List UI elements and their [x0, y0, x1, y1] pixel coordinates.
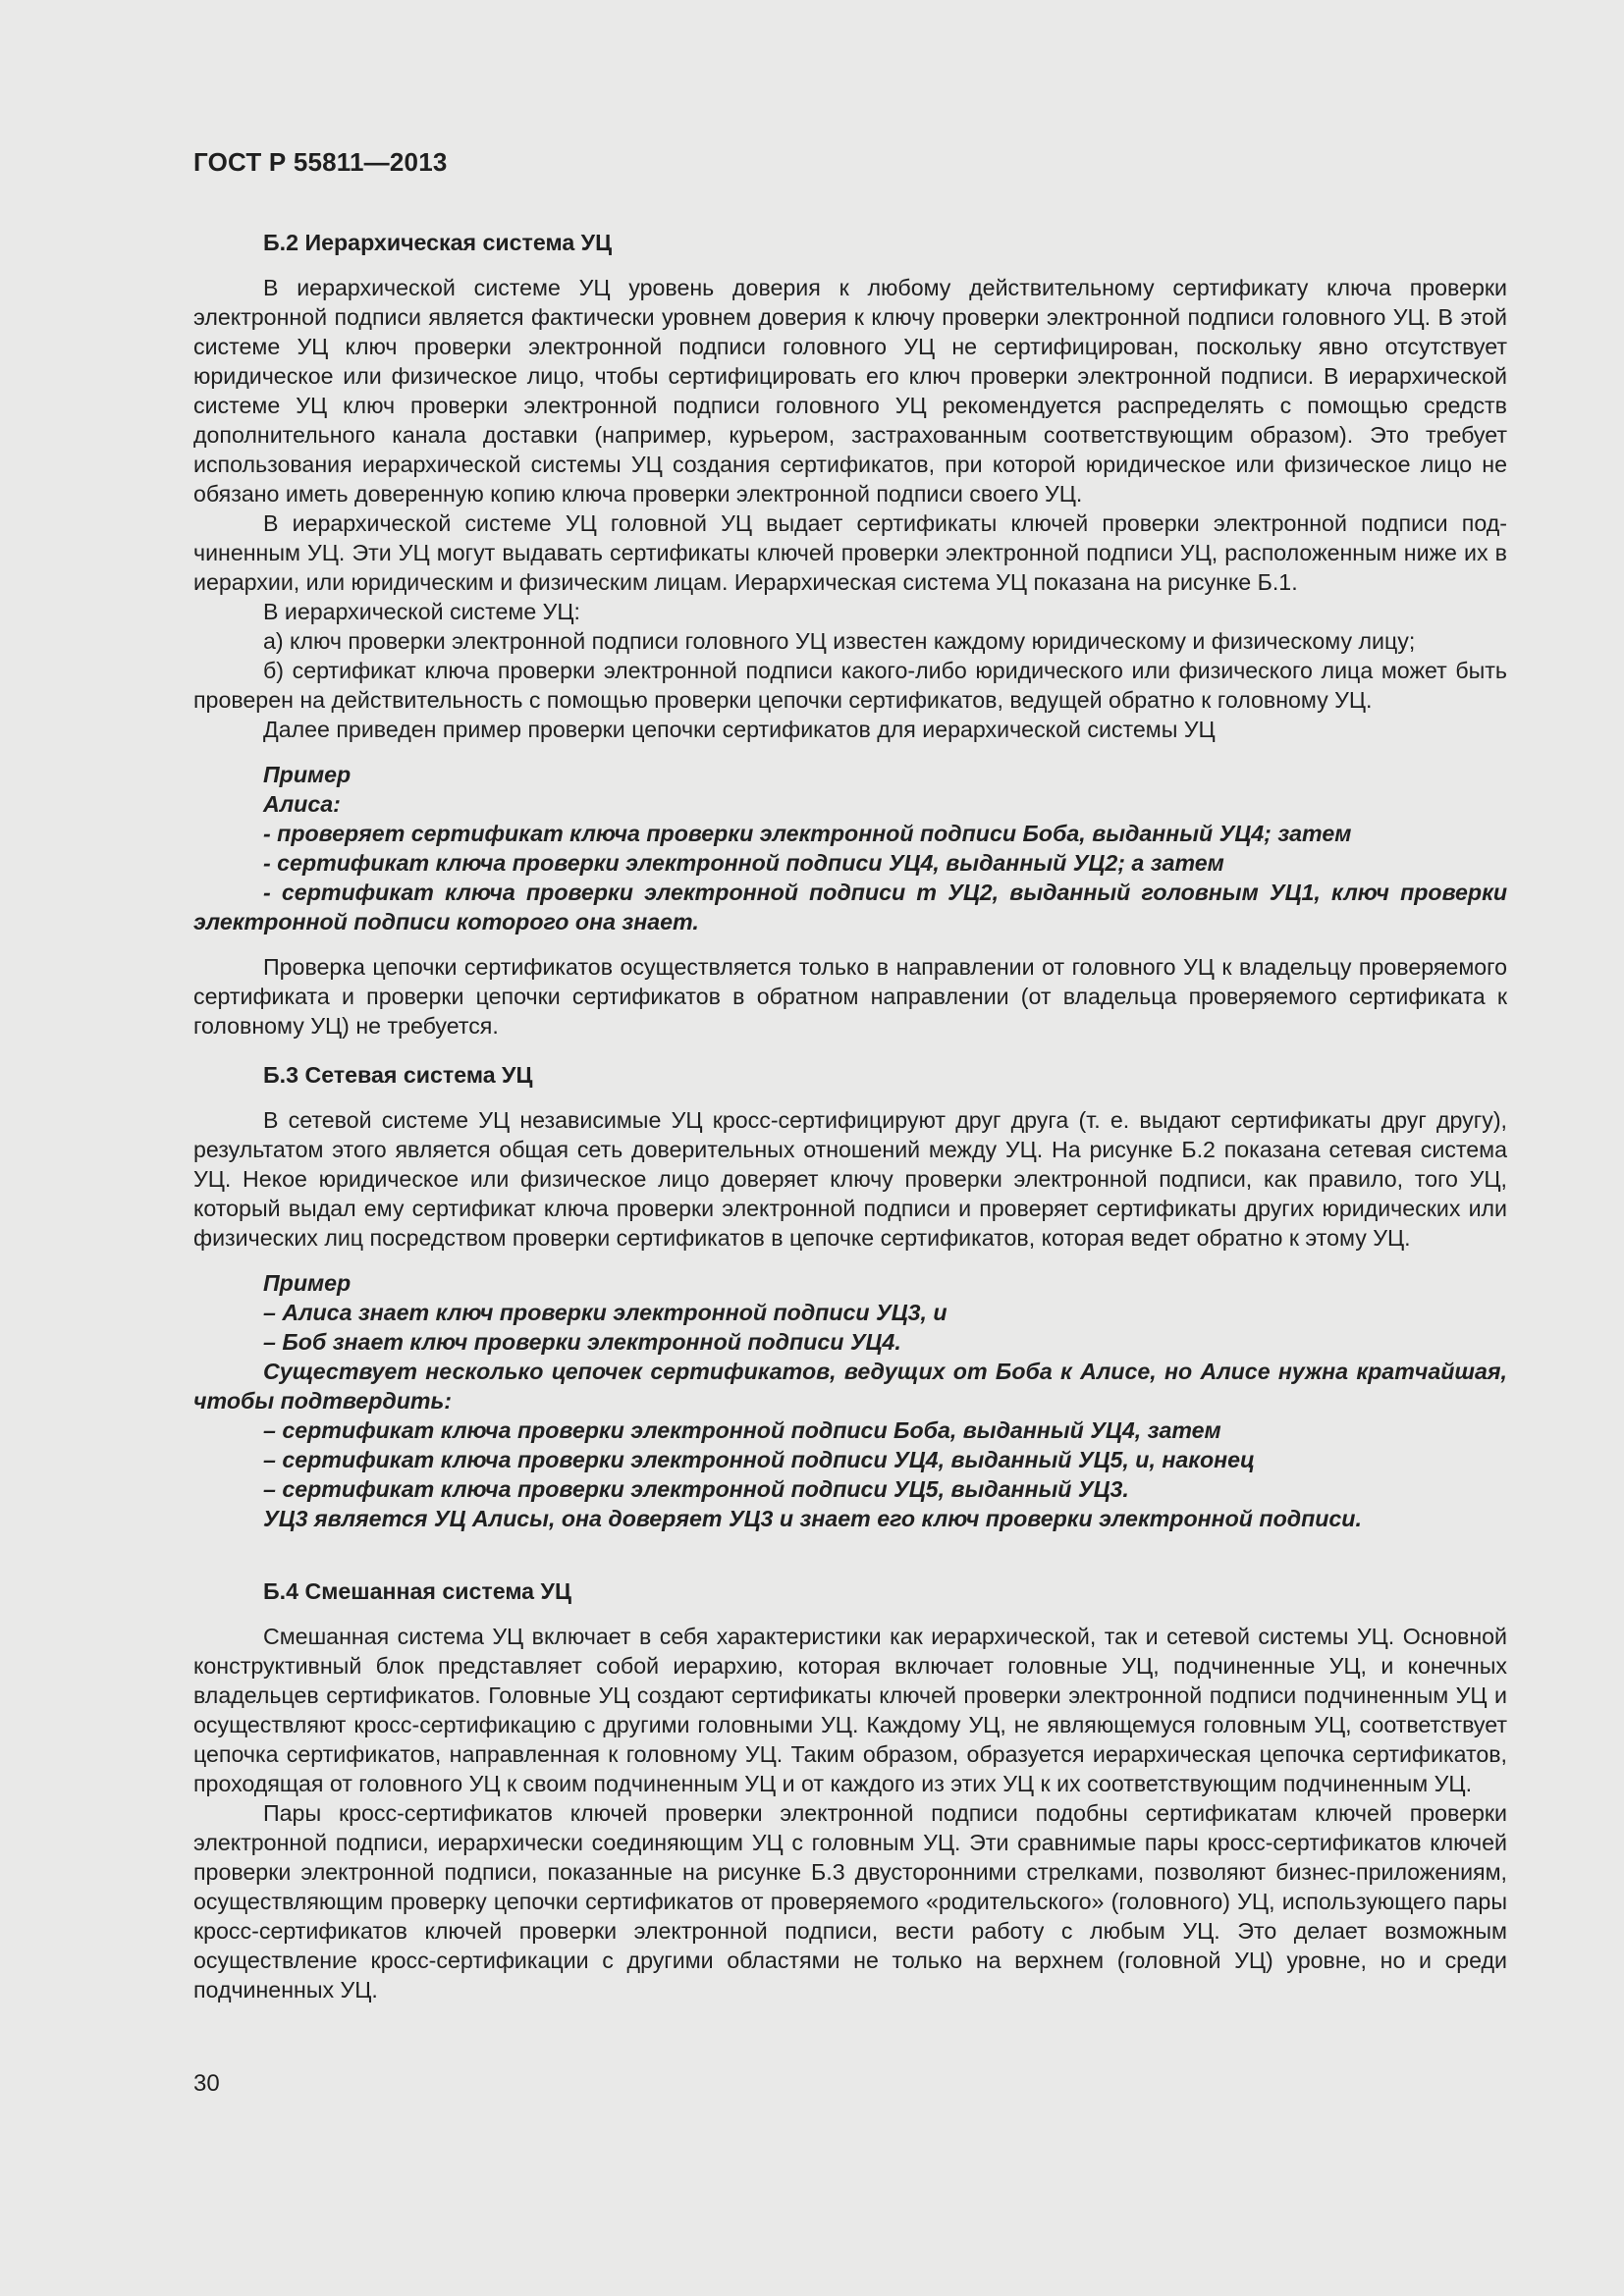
example-line: – сертификат ключа проверки электронной подписи Боба, выданный УЦ4, затем	[263, 1417, 1221, 1443]
paragraph: В иерархической системе УЦ:	[263, 599, 580, 624]
document-body	[193, 228, 1507, 2004]
paragraph: Проверка цепочки сертификатов осуществляется только в направлении от головного УЦ к владельцу проверяемого сертификата и проверки цепочки сертификатов в обратном направлении (от владельца проверяемого сертификата к головному УЦ) не требуется.	[193, 954, 1507, 1039]
example-line: Пример	[263, 762, 352, 787]
paragraph: Пары кросс-сертификатов ключей проверки электронной подписи подобны сертификатам ключей проверки электронной подписи, иерархически соединяющим УЦ с головным УЦ. Эти сравнимые пары кросс-сертификатов ключей проверки электронной подписи, показанные на рисунке Б.3 двусторонними стрелками, позволяют бизнес-приложениям, осуществляющим проверку цепочки сертификатов от проверяемого «родительского» (головного) УЦ, использующего пары кросс-сертификатов ключей проверки электронной подписи, вести работу с любым УЦ. Это делает возможным осуществление кросс-сертификации с другими областями не только на верхнем (головной УЦ) уровне, но и среди подчиненных УЦ.	[193, 1800, 1507, 2002]
document-code-header: ГОСТ Р 55811—2013	[193, 147, 448, 177]
example-line: УЦ3 является УЦ Алисы, она доверяет УЦ3 и знает его ключ проверки электронной подписи.	[263, 1506, 1362, 1531]
paragraph: В иерархической системе УЦ уровень доверия к любому действительному сертификату ключа проверки электронной подписи является фактически уровнем доверия к ключу проверки электронной подписи головного УЦ. В этой системе УЦ ключ проверки электронной подписи головного УЦ не сертифицирован, поскольку явно отсутствует юридическое или физическое лицо, чтобы сертифицировать его ключ проверки электронной подписи. В иерархической системе УЦ ключ проверки электронной подписи головного УЦ рекомендуется распределять с помощью средств дополнительного канала доставки (например, курьером, застрахованным соответствующим образом). Это требует использования иерархической системы УЦ создания сертификатов, при которой юридическое или физическое лицо не обязано иметь доверенную копию ключа проверки электронной подписи своего УЦ.	[193, 275, 1507, 507]
section-title-b2: Б.2 Иерархическая система УЦ	[263, 230, 613, 255]
paragraph: В иерархической системе УЦ головной УЦ выдает сертификаты ключей проверки электронной подписи подчиненным УЦ. Эти УЦ могут выдавать сертификаты ключей проверки электронной подписи УЦ, расположенным ниже их в иерархии, или юридическим и физическим лицам. Иерархическая система УЦ показана на рисунке Б.1.	[193, 510, 1507, 595]
paragraph: В сетевой системе УЦ независимые УЦ кросс-сертифицируют друг друга (т. е. выдают сертификаты друг другу), результатом этого является общая сеть доверительных отношений между УЦ. На рисунке Б.2 показана сетевая система УЦ. Некое юридическое или физическое лицо доверяет ключу проверки электронной подписи, как правило, того УЦ, который выдал ему сертификат ключа проверки электронной подписи и проверяет сертификаты других юридических или физических лиц посредством проверки сертификатов в цепочке сертификатов, которая ведет обратно к этому УЦ.	[193, 1107, 1507, 1251]
section-title-b4: Б.4 Смешанная система УЦ	[263, 1578, 571, 1604]
example-line: – сертификат ключа проверки электронной подписи УЦ5, выданный УЦ3.	[263, 1476, 1129, 1502]
paragraph: Далее приведен пример проверки цепочки сертификатов для иерархической системы УЦ	[263, 717, 1216, 742]
example-line: - сертификат ключа проверки электронной подписи т УЦ2, выданный головным УЦ1, ключ проверки электронной подписи которого она знает.	[193, 880, 1507, 934]
example-line: – Боб знает ключ проверки электронной подписи УЦ4.	[263, 1329, 901, 1355]
example-line: Существует несколько цепочек сертификатов, ведущих от Боба к Алисе, но Алисе нужна кратчайшая, чтобы подтвердить:	[193, 1359, 1507, 1414]
section-title-b3: Б.3 Сетевая система УЦ	[263, 1062, 533, 1088]
list-item: б) сертификат ключа проверки электронной подписи какого-либо юридического или физического лица может быть проверен на действительность с помощью проверки цепочки сертификатов, ведущей обратно к головному УЦ.	[193, 658, 1507, 713]
example-line: - проверяет сертификат ключа проверки электронной подписи Боба, выданный УЦ4; затем	[263, 821, 1352, 846]
list-item: а) ключ проверки электронной подписи головного УЦ известен каждому юридическому и физическому лицу;	[263, 628, 1416, 654]
example-block-b3	[193, 1268, 1507, 1533]
example-line: Пример	[263, 1270, 352, 1296]
page-number: 30	[193, 2070, 220, 2097]
example-block-b2	[193, 760, 1507, 936]
example-line: - сертификат ключа проверки электронной подписи УЦ4, выданный УЦ2; а затем	[263, 850, 1224, 876]
example-line: – сертификат ключа проверки электронной подписи УЦ4, выданный УЦ5, и, наконец	[263, 1447, 1256, 1472]
paragraph: Смешанная система УЦ включает в себя характеристики как иерархической, так и сетевой системы УЦ. Основной конструктивный блок представляет собой иерархию, которая включает головные УЦ, подчиненные УЦ, и конечных владельцев сертификатов. Головные УЦ создают сертификаты ключей проверки электронной подписи подчиненным УЦ и осуществляют кросс-сертификацию с другими головными УЦ. Каждому УЦ, не являющемуся головным УЦ, соответствует цепочка сертификатов, направленная к головному УЦ. Таким образом, образуется иерархическая цепочка сертификатов, проходящая от головного УЦ к своим подчиненным УЦ и от каждого из этих УЦ к их соответствующим подчиненным УЦ.	[193, 1624, 1507, 1796]
example-line: – Алиса знает ключ проверки электронной подписи УЦ3, и	[263, 1300, 947, 1325]
example-line: Алиса:	[263, 791, 341, 817]
